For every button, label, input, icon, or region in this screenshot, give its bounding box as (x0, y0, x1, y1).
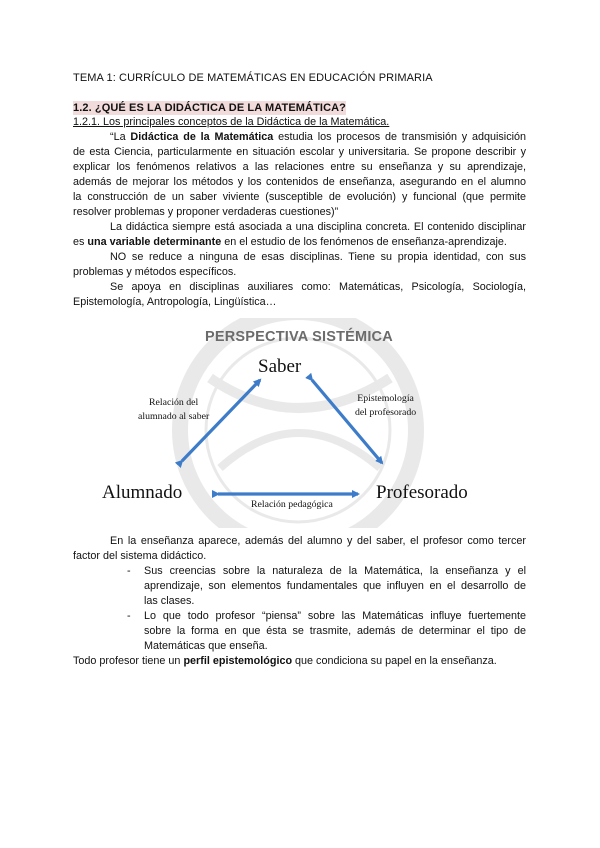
paragraph-5-line-1: En la enseñanza aparece, además del alumno y del saber, el profesor como tercer (110, 535, 526, 547)
paragraph-4-line-2: Epistemología, Antropología, Lingüística… (73, 296, 277, 308)
edge-label-alumnado-saber: Relación del alumnado al saber (138, 397, 210, 422)
term-variable-determinante: una variable determinante (87, 236, 222, 248)
bullet-dash: - (127, 565, 131, 577)
paragraph-1-line-1: “La Didáctica de la Matemática estudia los procesos de transmisión y adquisición (110, 131, 527, 143)
subsection-title: 1.2.1. Los principales conceptos de la Didáctica de la Matemática. (73, 116, 390, 128)
edge-label-relacion-pedagogica: Relación pedagógica (251, 499, 333, 510)
paragraph-1-line-2: de esta Ciencia, particularmente en situación escolar y universitaria. Se propone describir y (73, 146, 526, 158)
bullet-1-line-1: Sus creencias sobre la naturaleza de la Matemática, la enseñanza y el (144, 565, 526, 577)
paragraph-4-line-1: Se apoya en disciplinas auxiliares como: Matemáticas, Psicología, Sociología, (110, 281, 526, 293)
bullet-1-line-2: aprendizaje, son elementos fundamentales que influyen en el desarrollo de (144, 580, 526, 592)
closing-sentence: Todo profesor tiene un perfil epistemológico que condiciona su papel en la enseñanza. (73, 655, 497, 667)
term-perfil-epistemologico: perfil epistemológico (183, 655, 293, 667)
section-title-text: 1.2. ¿QUÉ ES LA DIDÁCTICA DE LA MATEMÁTICA? (73, 102, 346, 114)
node-profesorado: Profesorado (376, 482, 468, 503)
edge-label-epistemologia: Epistemología del profesorado (355, 393, 417, 418)
perspectiva-sistemica-diagram (100, 318, 500, 528)
paragraph-1-line-5: la construcción de un saber viviente (susceptible de evolución) y funcional (que permite (73, 191, 526, 203)
paragraph-1-line-4: además de mejorar los métodos y los contenidos de enseñanza, asegurando en el alumno (73, 176, 526, 188)
paragraph-2-line-2: es una variable determinante en el estudio de los fenómenos de enseñanza-aprendizaje. (73, 236, 507, 248)
node-alumnado: Alumnado (102, 482, 183, 503)
paragraph-1-line-3: explicar los fenómenos relativos a las relaciones entre su enseñanza y su aprendizaje, (73, 161, 526, 173)
term-didactica-matematica: Didáctica de la Matemática (130, 131, 274, 143)
bullet-2-line-2: sobre la forma en que ésta se trasmite, además de determinar el tipo de (144, 625, 526, 637)
bullet-2-line-1: Lo que todo profesor “piensa” sobre las Matemáticas influye fuertemente (144, 610, 526, 622)
node-saber: Saber (258, 356, 302, 377)
paragraph-3-line-1: NO se reduce a ninguna de esas disciplinas. Tiene su propia identidad, con sus (110, 251, 526, 263)
paragraph-2-line-1: La didáctica siempre está asociada a una disciplina concreta. El contenido disciplinar (110, 221, 526, 233)
bullet-dash: - (127, 610, 131, 622)
paragraph-3-line-2: problemas y métodos específicos. (73, 266, 237, 278)
paragraph-5-line-2: factor del sistema didáctico. (73, 550, 207, 562)
bullet-2-line-3: Matemáticas que enseña. (144, 640, 268, 652)
bullet-1-line-3: las clases. (144, 595, 195, 607)
diagram-title: PERSPECTIVA SISTÉMICA (205, 329, 393, 345)
paragraph-1-line-6: resolver problemas y proponer verdaderas cuestiones)” (73, 206, 339, 218)
document-header: TEMA 1: CURRÍCULO DE MATEMÁTICAS EN EDUCACIÓN PRIMARIA (73, 72, 433, 84)
section-title (73, 101, 346, 115)
